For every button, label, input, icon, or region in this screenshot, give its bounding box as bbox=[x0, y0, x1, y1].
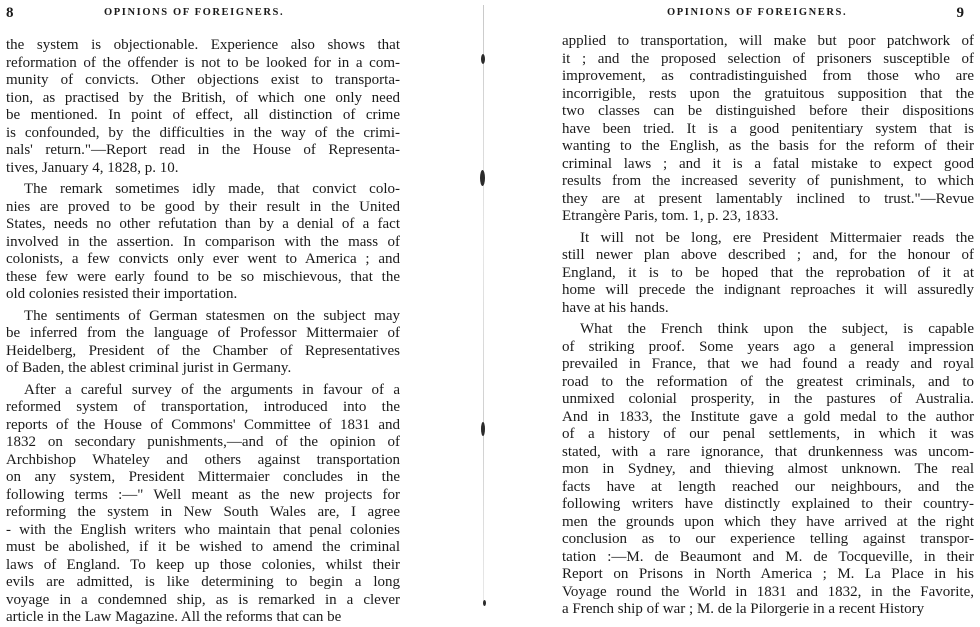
running-head: OPINIONS OF FOREIGNERS. bbox=[104, 7, 285, 18]
text-line: road to the reformation of the greatest criminals, and to bbox=[562, 373, 974, 390]
text-line: tation :—M. de Beaumont and M. de Tocqueville, in their bbox=[562, 548, 974, 565]
text-line: The remark sometimes idly made, that convict colo- bbox=[24, 181, 400, 197]
text-line: have been tried. It is a good penitentiary system that is bbox=[562, 120, 974, 137]
text-line: conclusion as to our experience telling against transpor- bbox=[562, 531, 974, 547]
text-line: reformation of the offender is not to be looked for in a com- bbox=[6, 54, 400, 71]
text-line: tion, as practised by the British, of which one only need bbox=[6, 89, 400, 106]
running-head: OPINIONS OF FOREIGNERS. bbox=[667, 7, 848, 18]
text-line: of Baden, the ablest criminal jurist in Germany. bbox=[6, 360, 292, 376]
ink-speck bbox=[481, 422, 485, 436]
text-line: these few were early found to be so mischievous, that the bbox=[6, 268, 400, 285]
text-line: prevailed in France, that we had found a ready and royal bbox=[562, 356, 974, 372]
text-line: facts have at length reached our neighbours, and the bbox=[562, 478, 974, 495]
text-line: the system is objectionable. Experience also shows that bbox=[6, 37, 400, 53]
text-line: 1832 on secondary punishments,—and of the opinion of bbox=[6, 434, 400, 450]
text-line: And in 1833, the Institute gave a gold medal to the author bbox=[562, 408, 974, 425]
page-number: 8 bbox=[6, 5, 14, 21]
left-page-header bbox=[6, 6, 405, 28]
text-line: voyage in a condemned ship, as is remarked in a clever bbox=[6, 591, 400, 608]
text-line: Voyage round the World in 1831 and 1832, in the Favorite, bbox=[562, 583, 974, 600]
text-line: Heidelberg, President of the Chamber of Representatives bbox=[6, 342, 400, 359]
ink-speck bbox=[480, 170, 485, 186]
text-line: article in the Law Magazine. All the reforms that can be bbox=[6, 609, 342, 625]
text-line: be inferred from the language of Professor Mittermaier of bbox=[6, 325, 400, 341]
text-line: it ; and the proposed selection of prisoners susceptible of bbox=[562, 50, 974, 67]
right-page-header bbox=[540, 6, 974, 28]
text-line: evils are admitted, is like determining to begin a long bbox=[6, 574, 400, 590]
text-line: home will precede the indignant reproaches it will assuredly bbox=[562, 282, 974, 298]
text-line: of striking proof. Some years ago a general impression bbox=[562, 338, 974, 355]
text-line: must be abolished, if it be wished to amend the criminal bbox=[6, 539, 400, 555]
right-page bbox=[540, 0, 980, 618]
page-number: 9 bbox=[956, 5, 964, 21]
text-line: laws of England. To keep up those colonies, whilst their bbox=[6, 556, 400, 573]
text-line: States, needs no other refutation than by a denial of a fact bbox=[6, 216, 400, 232]
text-line: criminal laws ; and it is a fatal mistake to expect good bbox=[562, 155, 974, 172]
text-line: mon in Sydney, and thieving almost unknown. The real bbox=[562, 461, 974, 477]
text-line: results from the increased severity of punishment, to which bbox=[562, 173, 974, 189]
text-line: have at his hands. bbox=[562, 299, 669, 316]
book-gutter bbox=[405, 0, 540, 618]
text-line: is confounded, by the difficulties in the way of the crimi- bbox=[6, 124, 400, 141]
text-line: following terms :—" Well meant as the new projects for bbox=[6, 486, 400, 503]
text-line: reports of the House of Commons' Committee of 1831 and bbox=[6, 416, 400, 433]
text-line: following writers have distinctly explained to their country- bbox=[562, 496, 974, 512]
text-line: two classes can be distinguished before their dispositions bbox=[562, 103, 974, 119]
text-line: reformed system of transportation, introduced into the bbox=[6, 399, 400, 415]
text-line: a French ship of war ; M. de la Pilorgerie in a recent History bbox=[562, 601, 925, 617]
text-line: reforming the system in New South Wales are, I agree bbox=[6, 504, 400, 520]
text-line: applied to transportation, will make but poor patchwork of bbox=[562, 33, 974, 49]
text-line: munity of convicts. Other objections exist to transporta- bbox=[6, 72, 400, 88]
text-line: of a history of our penal settlements, in which it was bbox=[562, 426, 974, 442]
text-line: After a careful survey of the arguments in favour of a bbox=[24, 381, 400, 398]
text-line: stated, with a rare ignorance, that drunkenness was uncom- bbox=[562, 443, 974, 460]
text-line: Etrangère Paris, tom. 1, p. 23, 1833. bbox=[562, 208, 779, 224]
text-line: they are at present lamentably inclined to trust."—Revue bbox=[562, 190, 974, 207]
gutter-fold bbox=[483, 5, 484, 605]
text-line: be mentioned. In point of effect, all distinction of crime bbox=[6, 107, 400, 123]
text-line: colonists, a few convicts only ever went to America ; and bbox=[6, 251, 400, 267]
text-line: still newer plan above described ; and, for the honour of bbox=[562, 247, 974, 263]
text-line: It will not be long, ere President Mittermaier reads the bbox=[580, 229, 974, 246]
left-page bbox=[0, 0, 405, 625]
ink-speck bbox=[481, 54, 485, 64]
text-line: men the grounds upon which they have arrived at the right bbox=[562, 513, 974, 530]
text-line: unmixed colonial prosperity, in the pastures of Australia. bbox=[562, 391, 974, 407]
right-page-body bbox=[562, 33, 974, 619]
ink-speck bbox=[483, 600, 486, 606]
text-line: - with the English writers who maintain that penal colonies bbox=[6, 521, 400, 538]
text-line: Report on Prisons in North America ; M. La Place in his bbox=[562, 566, 974, 582]
text-line: The sentiments of German statesmen on the subject may bbox=[24, 307, 400, 324]
text-line: nies are proved to be good by their result in the United bbox=[6, 198, 400, 215]
text-line: Archbishop Whateley and others against transportation bbox=[6, 451, 400, 468]
text-line: What the French think upon the subject, is capable bbox=[580, 321, 974, 337]
text-line: England, it is to be hoped that the reprobation of it at bbox=[562, 264, 974, 281]
left-page-body bbox=[6, 37, 400, 627]
text-line: tives, January 4, 1828, p. 10. bbox=[6, 159, 179, 176]
text-line: improvement, as contradistinguished from those who are bbox=[562, 68, 974, 84]
text-line: old colonies resisted their importation. bbox=[6, 286, 238, 302]
text-line: nals' return."—Report read in the House of Representa- bbox=[6, 142, 400, 158]
text-line: wanting to the English, as the basis for the reform of their bbox=[562, 138, 974, 154]
text-line: involved in the assertion. In comparison with the mass of bbox=[6, 233, 400, 250]
text-line: incorrigible, rests upon the gratuitous supposition that the bbox=[562, 85, 974, 102]
text-line: on any system, President Mittermaier concludes in the bbox=[6, 469, 400, 485]
